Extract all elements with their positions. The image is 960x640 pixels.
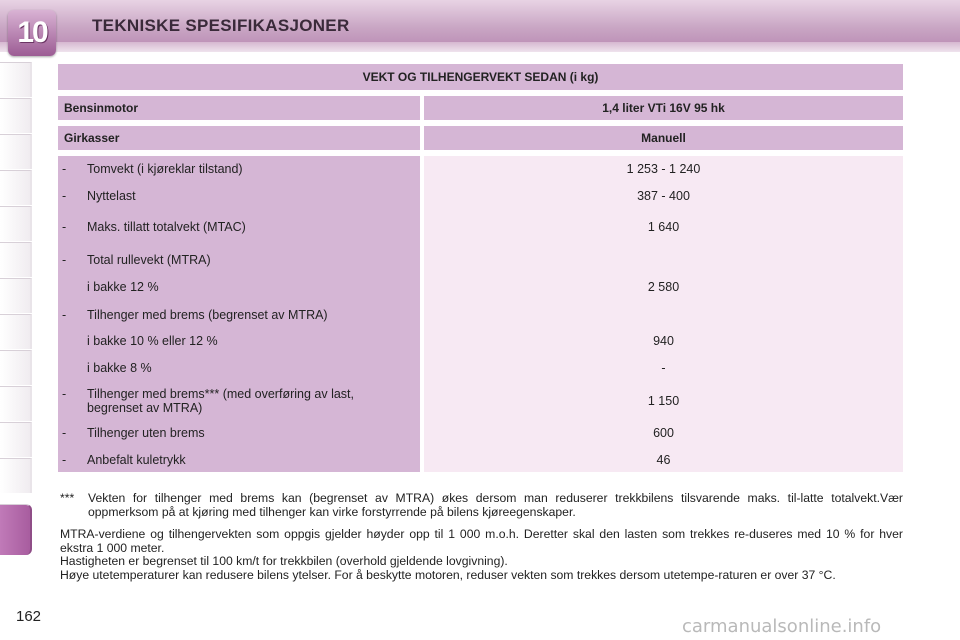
row-dash: - <box>62 220 67 234</box>
row-label: Total rullevekt (MTRA) <box>87 253 211 267</box>
side-tab-active[interactable] <box>0 504 32 555</box>
row-label: Tilhenger uten brems <box>87 426 205 440</box>
row-dash: - <box>62 387 67 401</box>
row-value: 1 640 <box>647 220 680 234</box>
row-label: Nyttelast <box>87 189 136 203</box>
table-title: VEKT OG TILHENGERVEKT SEDAN (i kg) <box>58 64 903 90</box>
row-value: 940 <box>653 334 674 348</box>
side-tab[interactable] <box>0 242 32 277</box>
row-dash: - <box>62 308 67 322</box>
side-tab[interactable] <box>0 98 32 133</box>
gearbox-row <box>58 126 903 150</box>
side-tab[interactable] <box>0 422 32 457</box>
side-tab[interactable] <box>0 278 32 313</box>
row-dash: - <box>62 453 67 467</box>
side-tab[interactable] <box>0 350 32 385</box>
note-paragraph: Høye utetemperaturer kan redusere bilens ytelser. For å beskytte motoren, reduser vekten som trekkes dersom utetempe-raturen er over 37 °C. <box>60 567 836 582</box>
row-value: 387 - 400 <box>637 189 690 203</box>
footnote-marker: *** <box>60 491 75 505</box>
row-value: 600 <box>653 426 674 440</box>
notes-section <box>60 492 903 582</box>
side-tab[interactable] <box>0 134 32 169</box>
footnote <box>60 492 903 519</box>
spec-body <box>58 156 903 472</box>
side-tab[interactable] <box>0 170 32 205</box>
footnote-text: Vekten for tilhenger med brems kan (begrenset av MTRA) økes dersom man reduserer trekkbilens tilsvarende maks. til-latte totalvekt.Vær oppmerksom på at kjøring med tilhenger kan virke forstyrrende på bilens kjøreegenskaper. <box>88 491 903 519</box>
chapter-number-badge: 10 <box>8 10 56 56</box>
watermark: carmanualsonline.info <box>682 616 882 637</box>
side-tab[interactable] <box>0 206 32 241</box>
row-value: 1 150 <box>647 394 680 408</box>
engine-row <box>58 96 903 120</box>
row-value: 2 580 <box>647 280 680 294</box>
gearbox-label: Girkasser <box>58 126 420 150</box>
row-value: 46 <box>656 453 671 467</box>
note-paragraph: Hastigheten er begrenset til 100 km/t for trekkbilen (overhold gjeldende lovgivning). <box>60 554 508 568</box>
row-label: Tomvekt (i kjøreklar tilstand) <box>87 162 243 176</box>
row-dash: - <box>62 162 67 176</box>
page-number: 162 <box>16 608 42 625</box>
note-paragraph: MTRA-verdiene og tilhengervekten som oppgis gjelder høyder opp til 1 000 m.o.h. Deretter skal den lasten som trekkes re-duseres med 10 % for hver ekstra 1 000 meter. <box>60 527 903 555</box>
engine-value: 1,4 liter VTi 16V 95 hk <box>424 96 903 120</box>
engine-label: Bensinmotor <box>58 96 420 120</box>
row-dash: - <box>62 253 67 267</box>
side-tab[interactable] <box>0 458 32 493</box>
row-value: - <box>661 361 666 375</box>
side-tab[interactable] <box>0 314 32 349</box>
row-label: i bakke 8 % <box>87 361 152 375</box>
chapter-side-tabs <box>0 62 34 562</box>
row-label: Tilhenger med brems*** (med overføring av last, begrenset av MTRA) <box>87 387 354 415</box>
row-label: Anbefalt kuletrykk <box>87 453 186 467</box>
row-dash: - <box>62 189 67 203</box>
header-strip <box>0 42 960 52</box>
row-value: 1 253 - 1 240 <box>626 162 701 176</box>
row-label: i bakke 10 % eller 12 % <box>87 334 218 348</box>
chapter-title: TEKNISKE SPESIFIKASJONER <box>92 16 350 35</box>
row-label: Tilhenger med brems (begrenset av MTRA) <box>87 308 328 322</box>
row-label: Maks. tillatt totalvekt (MTAC) <box>87 220 246 234</box>
row-dash: - <box>62 426 67 440</box>
row-label: i bakke 12 % <box>87 280 159 294</box>
notes-paragraphs <box>60 528 903 582</box>
spec-values-column <box>424 156 903 472</box>
gearbox-value: Manuell <box>424 126 903 150</box>
side-tab[interactable] <box>0 386 32 421</box>
side-tab[interactable] <box>0 62 32 97</box>
